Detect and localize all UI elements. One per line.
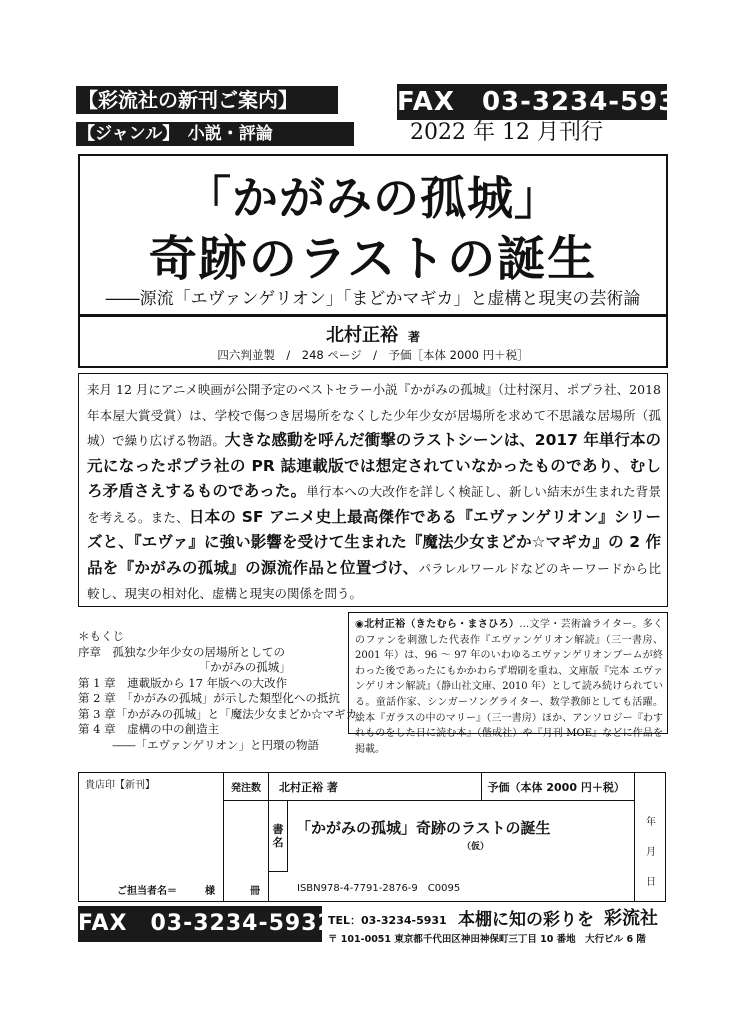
order-form bbox=[78, 772, 666, 902]
toc-item: 第 2 章 「かがみの孤城」が示した類型化への抵抗 bbox=[78, 691, 340, 705]
form-title-cell bbox=[288, 801, 635, 872]
bio-text: …文学・芸術論ライター。多くのファンを刺激した代表作『エヴァンゲリオン解読』（三一書房、2001 年）は、96 ～ 97 年のいわゆるエヴァンゲリオンブームが終わった後であったにもかかわらず増刷を重ね、文庫版『完本 エヴァンゲリオン解読』（静山社文庫、2010 年）として読み続けられている。童話作家、シンガーソングライター、数学教師としても活躍。絵本『ガラスの中のマリー』（三一書房）ほか、アンソロジー『わすれものをした日に読む本』（偕成社）や『月刊 MOE』などに作品を掲載。 bbox=[355, 619, 663, 755]
bio-name: ◉北村正裕（きたむら・まさひろ） bbox=[355, 619, 520, 630]
toc-item: ――「エヴァンゲリオン」と円環の物語 bbox=[78, 737, 320, 752]
publication-date: 2022 年 12 月刊行 bbox=[410, 120, 603, 145]
form-isbn: ISBN978-4-7791-2876-9 C0095 bbox=[269, 871, 635, 901]
toc-item: 「かがみの孤城」 bbox=[78, 660, 291, 674]
store-stamp-cell[interactable] bbox=[79, 773, 224, 902]
date-cell[interactable] bbox=[635, 773, 666, 902]
publisher-address: 〒 101-0051 東京都千代田区神田神保町三丁目 10 番地 大行ビル 6 階 bbox=[328, 934, 646, 945]
publisher-slogan: 本棚に知の彩りを bbox=[458, 910, 594, 930]
description-part3: パラレルワールドなどのキーワードから比較し、現実の相対化、虚構と現実の関係を問う。 bbox=[87, 560, 661, 601]
year-label: 年 bbox=[646, 817, 656, 828]
author-bio bbox=[355, 617, 663, 757]
title-label: 書名 bbox=[269, 801, 288, 872]
order-count-header: 発注数 bbox=[224, 773, 269, 801]
description-box bbox=[78, 373, 668, 607]
header-fax-number: FAX 03-3234-5932 bbox=[397, 84, 667, 120]
month-label: 月 bbox=[646, 847, 656, 858]
order-count-cell[interactable] bbox=[224, 801, 269, 902]
toc-item: 序章 孤独な少年少女の居場所としての bbox=[78, 644, 285, 659]
book-spec: 四六判並製 / 248 ページ / 予価［本体 2000 円＋税］ bbox=[217, 348, 529, 362]
author-role: 著 bbox=[407, 330, 420, 344]
form-author: 北村正裕 著 bbox=[269, 773, 482, 801]
description-text bbox=[87, 377, 661, 607]
genre-label: 【ジャンル】 小説・評論 bbox=[76, 122, 354, 146]
form-title: 「かがみの孤城」奇跡のラストの誕生 bbox=[296, 819, 551, 838]
footer-fax-number: FAX 03-3234-5932 bbox=[78, 906, 322, 942]
footer-tel: TEL：03-3234-5931 bbox=[328, 914, 447, 927]
description-highlight2: 日本の SF アニメ史上最高傑作である『エヴァンゲリオン』シリーズと、『エヴァ』に強い影響を受けて生まれた『魔法少女まどか☆マギカ』の 2 作品を『かがみの孤城』の源流作品と位置づけ、 bbox=[87, 507, 661, 577]
toc-heading: ＊もくじ bbox=[78, 629, 124, 643]
day-label: 日 bbox=[646, 877, 656, 888]
author-name: 北村正裕 bbox=[325, 325, 398, 346]
form-title-note: （仮） bbox=[462, 842, 490, 853]
toc-item: 第 4 章 虚構の中の創造主 bbox=[78, 722, 220, 736]
flyer-label: 【彩流社の新刊ご案内】 bbox=[76, 86, 338, 114]
description-highlight1: 大きな感動を呼んだ衝撃のラストシーンは、2017 年単行本の元になったポプラ社の PR 誌連載版では想定されていなかったものであり、むしろ矛盾さえするものであった。 bbox=[87, 431, 661, 500]
store-stamp-label: 貴店印【新刊】 bbox=[85, 780, 155, 791]
toc-item: 第 3 章「かがみの孤城」と「魔法少女まどか☆マギカ」 bbox=[78, 706, 369, 721]
table-of-contents bbox=[78, 629, 369, 753]
book-title-line2: 奇跡のラストの誕生 bbox=[148, 231, 598, 287]
book-subtitle: ――源流「エヴァンゲリオン」「まどかマギカ」と虚構と現実の芸術論 bbox=[105, 289, 641, 309]
book-title-line1: 「かがみの孤城」 bbox=[185, 171, 561, 225]
author-line bbox=[80, 321, 666, 347]
description-part1: 来月 12 月にアニメ映画が公開予定のベストセラー小説『かがみの孤城』（辻村深月、ポプラ社、2018 年本屋大賞受賞）は、学校で傷つき居場所をなくした少年少女が居場所を求めて不思議な居場所（孤城）で繰り広げる物語。 bbox=[87, 382, 661, 448]
person-in-charge-label: ご担当者名＝ bbox=[117, 886, 177, 897]
description-part2: 単行本への大改作を詳しく検証し、新しい結末が生まれた背景を考える。また、 bbox=[87, 484, 661, 525]
honorific-label: 様 bbox=[205, 886, 215, 897]
unit-label: 冊 bbox=[250, 886, 260, 897]
author-box bbox=[78, 316, 668, 368]
toc-item: 第 1 章 連載版から 17 年版への大改作 bbox=[78, 675, 288, 690]
author-bio-box bbox=[348, 612, 668, 755]
form-price: 予価（本体 2000 円＋税） bbox=[481, 773, 634, 801]
publisher-name: 彩流社 bbox=[604, 908, 658, 929]
title-box bbox=[78, 154, 668, 316]
